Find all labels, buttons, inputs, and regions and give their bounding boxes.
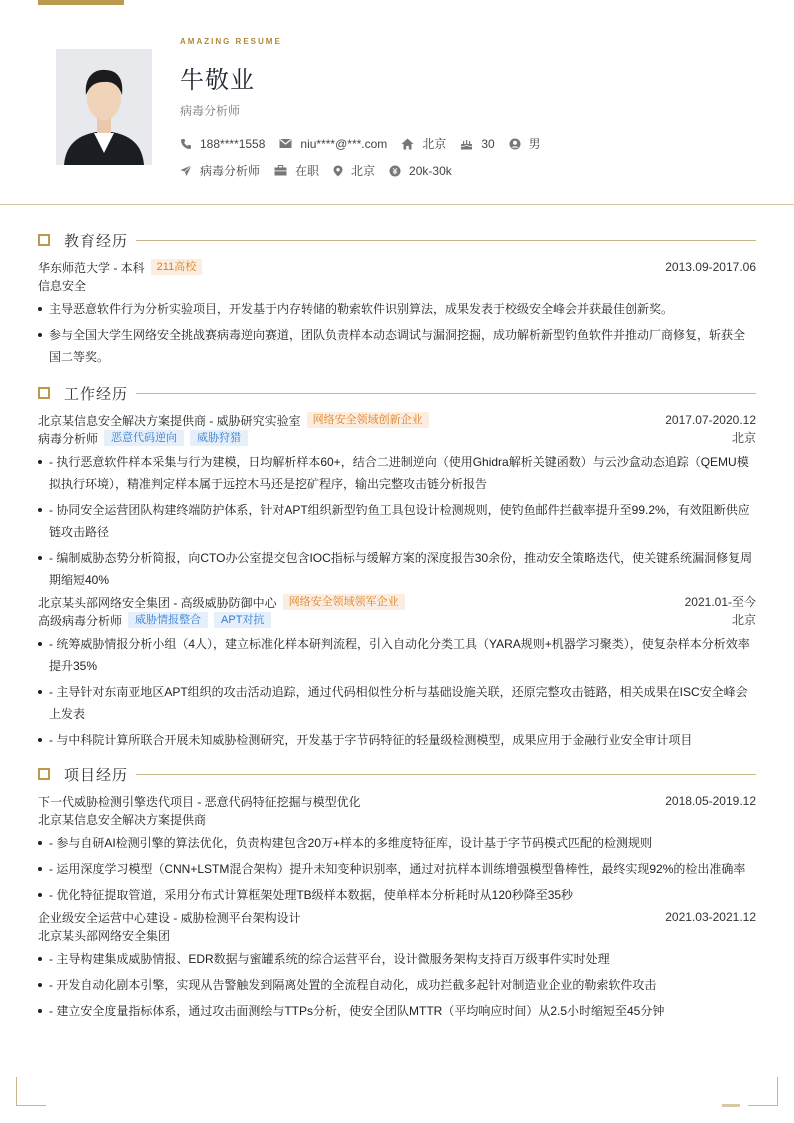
entry-date: 2021.03-2021.12	[665, 910, 756, 924]
list-item: - 开发自动化剧本引擎，实现从告警触发到隔离处置的全流程自动化，成功拦截多起针对制造业企业的勒索软件攻击	[38, 974, 756, 996]
company-name: 北京某头部网络安全集团 - 高级威胁防御中心	[38, 595, 277, 610]
project-org: 北京某头部网络安全集团	[38, 928, 171, 943]
entry-header	[38, 593, 756, 611]
entry-city: 北京	[731, 431, 756, 445]
company-name: 北京某信息安全解决方案提供商 - 威胁研究实验室	[38, 413, 301, 428]
work-entry	[38, 411, 756, 591]
salary-item	[389, 164, 452, 178]
entry-header	[38, 908, 756, 926]
target-city-text: 北京	[351, 164, 376, 178]
project-org: 北京某信息安全解决方案提供商	[38, 812, 207, 827]
birthday-cake-icon	[460, 138, 473, 150]
skill-tag: 恶意代码逆向	[104, 430, 184, 446]
projects-section	[38, 764, 756, 1022]
role-line	[38, 429, 756, 447]
location-item	[401, 135, 446, 152]
org-line	[38, 926, 756, 944]
work-entry	[38, 593, 756, 751]
phone-icon	[180, 138, 192, 150]
contact-row	[180, 135, 555, 152]
salary-text: 20k-30k	[409, 163, 452, 178]
age-text: 30	[481, 136, 495, 151]
section-header	[38, 230, 756, 250]
map-pin-icon	[333, 165, 343, 177]
home-icon	[401, 138, 414, 150]
send-icon	[180, 165, 192, 177]
education-entry	[38, 258, 756, 368]
list-item: - 优化特征提取管道，采用分布式计算框架处理TB级样本数据，使单样本分析耗时从120秒降至35秒	[38, 884, 756, 906]
location-text: 北京	[422, 137, 447, 151]
entry-date: 2013.09-2017.06	[665, 260, 756, 274]
section-header	[38, 764, 756, 784]
entry-bullets	[38, 298, 756, 368]
resume-header	[0, 0, 794, 205]
section-marker-icon	[38, 234, 50, 246]
list-item: 参与全国大学生网络安全挑战赛病毒逆向赛道，团队负责样本动态调试与漏洞挖掘，成功解析新型钓鱼软件并推动厂商修复，斩获全国二等奖。	[38, 324, 756, 368]
major-line	[38, 276, 756, 294]
work-section	[38, 383, 756, 751]
gender-text: 男	[528, 137, 541, 151]
section-divider	[136, 240, 756, 241]
list-item: - 主导针对东南亚地区APT组织的攻击活动追踪，通过代码相似性分析与基础设施关联，还原完整攻击链路，相关成果在ISC安全峰会上发表	[38, 681, 756, 725]
list-item: - 编制威胁态势分析简报，向CTO办公室提交包含IOC指标与缓解方案的深度报告30余份，推动安全策略迭代，使关键系统漏洞修复周期缩短40%	[38, 547, 756, 591]
list-item: - 执行恶意软件样本采集与行为建模，日均解析样本60+，结合二进制逆向（使用Ghidra解析关键函数）与云沙盒动态追踪（QEMU模拟执行环境），精准判定样本属于远控木马还是挖矿程序，输出完整攻击链分析报告	[38, 451, 756, 495]
section-title: 教育经历	[64, 232, 129, 250]
corner-decoration-left	[16, 1077, 46, 1106]
corner-decoration-right	[748, 1077, 778, 1106]
section-marker-icon	[38, 768, 50, 780]
skill-tag: APT对抗	[214, 612, 271, 628]
section-divider	[136, 774, 756, 775]
major-name: 信息安全	[38, 278, 87, 293]
target-role-text: 病毒分析师	[200, 164, 261, 178]
job-intent-row	[180, 162, 466, 179]
section-divider	[136, 393, 756, 394]
email-text: niu****@***.com	[300, 136, 388, 151]
project-entry	[38, 908, 756, 1022]
brand-label: AMAZING RESUME	[180, 37, 282, 46]
section-marker-icon	[38, 387, 50, 399]
money-icon	[389, 165, 401, 177]
list-item: 主导恶意软件行为分析实验项目，开发基于内存转储的勒索软件识别算法，成果发表于校级安全峰会并获最佳创新奖。	[38, 298, 756, 320]
profile-photo	[56, 49, 152, 165]
target-role-item	[180, 162, 260, 179]
role-line	[38, 611, 756, 629]
email-item	[279, 137, 387, 151]
entry-bullets	[38, 633, 756, 751]
entry-date: 2018.05-2019.12	[665, 794, 756, 808]
section-title: 项目经历	[64, 766, 129, 784]
entry-bullets	[38, 948, 756, 1022]
school-name: 华东师范大学 - 本科	[38, 260, 145, 275]
entry-date: 2021.01-至今	[684, 595, 756, 609]
status-text: 在职	[295, 164, 320, 178]
skill-tag: 威胁狩猎	[190, 430, 248, 446]
entry-header	[38, 411, 756, 429]
entry-header	[38, 792, 756, 810]
phone-item	[180, 137, 265, 151]
entry-city: 北京	[731, 613, 756, 627]
section-title: 工作经历	[64, 385, 129, 403]
list-item: - 参与自研AI检测引擎的算法优化，负责构建包含20万+样本的多维度特征库，设计基于字节码模式匹配的检测规则	[38, 832, 756, 854]
age-item	[460, 137, 494, 151]
skill-tag: 威胁情报整合	[128, 612, 208, 628]
avatar-icon	[56, 49, 152, 165]
project-name: 企业级安全运营中心建设 - 威胁检测平台架构设计	[38, 910, 301, 925]
school-tag: 211高校	[151, 259, 203, 275]
role-name: 高级病毒分析师	[38, 613, 123, 628]
education-section	[38, 230, 756, 368]
list-item: - 统筹威胁情报分析小组（4人），建立标准化样本研判流程，引入自动化分类工具（YARA规则+机器学习聚类），使复杂样本分析效率提升35%	[38, 633, 756, 677]
section-header	[38, 383, 756, 403]
candidate-title: 病毒分析师	[180, 104, 241, 118]
status-item	[274, 162, 319, 179]
entry-header	[38, 258, 756, 276]
project-entry	[38, 792, 756, 906]
candidate-name: 牛敬业	[180, 67, 255, 94]
gender-item	[509, 135, 541, 152]
target-city-item	[333, 162, 375, 179]
list-item: - 协同安全运营团队构建终端防护体系，针对APT组织新型钓鱼工具包设计检测规则，使钓鱼邮件拦截率提升至99.2%，有效阻断供应链攻击路径	[38, 499, 756, 543]
company-tag: 网络安全领域创新企业	[307, 412, 429, 428]
entry-bullets	[38, 832, 756, 906]
briefcase-icon	[274, 165, 287, 176]
entry-date: 2017.07-2020.12	[665, 413, 756, 427]
list-item: - 建立安全度量指标体系，通过攻击面测绘与TTPs分析，使安全团队MTTR（平均响应时间）从2.5小时缩短至45分钟	[38, 1000, 756, 1022]
corner-accent-bar	[722, 1104, 740, 1107]
role-name: 病毒分析师	[38, 431, 99, 446]
phone-text: 188****1558	[200, 136, 266, 151]
list-item: - 主导构建集成威胁情报、EDR数据与蜜罐系统的综合运营平台，设计微服务架构支持百万级事件实时处理	[38, 948, 756, 970]
company-tag: 网络安全领域领军企业	[283, 594, 405, 610]
mail-icon	[279, 138, 292, 149]
list-item: - 与中科院计算所联合开展未知威胁检测研究，开发基于字节码特征的轻量级检测模型，成果应用于金融行业安全审计项目	[38, 729, 756, 751]
org-line	[38, 810, 756, 828]
list-item: - 运用深度学习模型（CNN+LSTM混合架构）提升未知变种识别率，通过对抗样本训练增强模型鲁棒性，最终实现92%的检出准确率	[38, 858, 756, 880]
user-icon	[509, 138, 521, 150]
entry-bullets	[38, 451, 756, 591]
project-name: 下一代威胁检测引擎迭代项目 - 恶意代码特征挖掘与模型优化	[38, 794, 361, 809]
